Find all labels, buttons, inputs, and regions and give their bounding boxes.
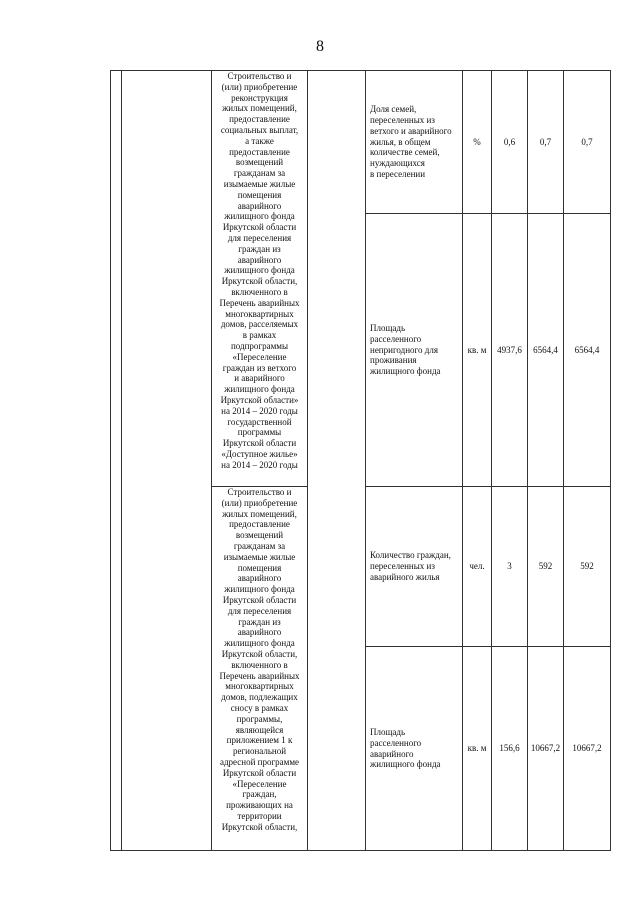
text-line: Иркутской области xyxy=(222,594,297,605)
text-line: на 2014 – 2020 годы xyxy=(221,405,298,416)
text-line: аварийного xyxy=(237,200,282,211)
value-cell: 10667,2 xyxy=(564,647,611,851)
value-cell: 592 xyxy=(564,487,611,647)
value-cell: 156,6 xyxy=(492,647,528,851)
text-line: аварийного xyxy=(370,748,414,759)
unit-cell: чел. xyxy=(463,487,492,647)
event-text xyxy=(213,71,306,470)
text-line: изымаемые жилые xyxy=(223,178,296,189)
empty-cell xyxy=(111,71,122,851)
text-line: жилья, в общем xyxy=(370,136,431,147)
text-line: Иркутской области, xyxy=(221,821,298,832)
text-line: Перечень аварийных xyxy=(219,670,300,681)
text-line: жилищного фонда xyxy=(224,384,295,395)
text-line: предоставление xyxy=(229,519,290,530)
text-line: проживания xyxy=(370,355,417,366)
text-line: переселенных из xyxy=(370,115,435,125)
text-line: являющейся xyxy=(235,724,284,735)
text-line: Иркутской области xyxy=(222,438,297,449)
empty-cell xyxy=(122,71,212,851)
text-line: а также xyxy=(245,135,274,146)
text-line: включенного в xyxy=(231,659,288,670)
value-cell: 6564,4 xyxy=(564,214,611,487)
text-line: социальных выплат, xyxy=(220,124,299,135)
text-line: «Переселение xyxy=(232,778,287,789)
text-line: гражданам за xyxy=(233,540,286,551)
indicator-name-cell xyxy=(366,71,463,214)
indicator-name xyxy=(370,323,461,377)
text-line: многоквартирных xyxy=(225,308,294,319)
text-line: Доля семей, xyxy=(370,104,417,115)
text-line: Иркутской области xyxy=(222,222,297,233)
page-number: 8 xyxy=(316,38,324,55)
text-line: Иркутской области, xyxy=(221,276,298,287)
value-cell: 4937,6 xyxy=(492,214,528,487)
text-line: граждан из xyxy=(238,616,281,627)
indicator-name-cell xyxy=(366,214,463,487)
text-line: сносу в рамках xyxy=(230,702,289,713)
text-line: жилищного фонда xyxy=(224,638,295,649)
text-line: в рамках xyxy=(242,330,277,341)
text-line: Иркутской области xyxy=(222,767,297,778)
text-line: жилых помещений, xyxy=(222,103,297,114)
text-line: программы xyxy=(237,427,282,438)
text-line: государственной xyxy=(227,416,292,427)
text-line: расселенного xyxy=(370,333,422,344)
text-line: возмещений xyxy=(235,157,284,168)
text-line: подпрограммы xyxy=(230,340,289,351)
text-line: (или) приобретение xyxy=(221,497,298,508)
event-text xyxy=(213,487,306,833)
unit-cell: % xyxy=(463,71,492,214)
text-line: Строительство и xyxy=(227,71,292,81)
table-row xyxy=(111,71,611,214)
text-line: переселенных из xyxy=(370,561,435,572)
text-line: жилых помещений, xyxy=(222,508,297,519)
text-line: многоквартирных xyxy=(225,681,294,692)
text-line: предоставление xyxy=(229,114,290,125)
text-line: приложением 1 к xyxy=(226,735,293,746)
indicators-table xyxy=(110,70,611,851)
text-line: Иркутской области, xyxy=(221,648,298,659)
text-line: адресной программе xyxy=(219,756,300,767)
text-line: жилищного фонда xyxy=(370,759,441,770)
text-line: проживающих на xyxy=(226,800,293,811)
text-line: «Доступное жилье» xyxy=(221,448,298,459)
text-line: нуждающихся xyxy=(370,158,425,169)
text-line: граждан, xyxy=(242,789,277,800)
indicator-name xyxy=(370,104,461,180)
empty-cell xyxy=(308,71,366,851)
text-line: жилищного фонда xyxy=(370,366,441,377)
value-cell: 3 xyxy=(492,487,528,647)
text-line: количестве семей, xyxy=(370,147,440,158)
text-line: жилищного фонда xyxy=(224,211,295,222)
unit-cell: кв. м xyxy=(463,647,492,851)
text-line: и аварийного xyxy=(234,373,285,384)
unit-cell: кв. м xyxy=(463,214,492,487)
text-line: граждан из xyxy=(238,243,281,254)
text-line: помещения xyxy=(237,189,282,200)
text-line: жилищного фонда xyxy=(224,265,295,276)
text-line: для переселения xyxy=(227,605,292,616)
text-line: Площадь xyxy=(370,726,406,737)
event-cell-2 xyxy=(212,487,308,851)
text-line: гражданам за xyxy=(233,168,286,179)
text-line: предоставление xyxy=(229,146,290,157)
indicator-name-cell xyxy=(366,647,463,851)
event-cell-1 xyxy=(212,71,308,487)
text-line: Площадь xyxy=(370,323,406,333)
text-line: территории xyxy=(237,810,282,821)
value-cell: 0,7 xyxy=(564,71,611,214)
text-line: аварийного xyxy=(237,573,282,584)
text-line: в переселении xyxy=(370,168,426,179)
text-line: «Переселение xyxy=(232,351,287,362)
text-line: домов, расселяемых xyxy=(220,319,299,330)
indicator-name-cell xyxy=(366,487,463,647)
text-line: региональной xyxy=(232,746,287,757)
text-line: на 2014 – 2020 годы xyxy=(221,459,298,470)
value-cell: 592 xyxy=(528,487,564,647)
indicator-name xyxy=(370,550,461,582)
text-line: граждан из ветхого xyxy=(222,362,297,373)
text-line: расселенного xyxy=(370,737,422,748)
text-line: Строительство и xyxy=(227,487,292,497)
text-line: Перечень аварийных xyxy=(219,297,300,308)
indicator-name xyxy=(370,727,461,770)
value-cell: 0,6 xyxy=(492,71,528,214)
text-line: возмещений xyxy=(235,530,284,541)
text-line: аварийного xyxy=(237,627,282,638)
text-line: Количество граждан, xyxy=(370,550,451,561)
text-line: помещения xyxy=(237,562,282,573)
text-line: непригодного для xyxy=(370,344,438,355)
text-line: жилищного фонда xyxy=(224,584,295,595)
text-line: включенного в xyxy=(231,286,288,297)
text-line: аварийного xyxy=(237,254,282,265)
text-line: ветхого и аварийного xyxy=(370,125,452,136)
text-line: для переселения xyxy=(227,232,292,243)
text-line: аварийного жилья xyxy=(370,571,440,582)
text-line: (или) приобретение xyxy=(221,81,298,92)
value-cell: 6564,4 xyxy=(528,214,564,487)
text-line: Иркутской области» xyxy=(220,394,299,405)
text-line: программы, xyxy=(236,713,283,724)
value-cell: 0,7 xyxy=(528,71,564,214)
text-line: реконструкция xyxy=(231,92,288,103)
text-line: изымаемые жилые xyxy=(223,551,296,562)
value-cell: 10667,2 xyxy=(528,647,564,851)
text-line: домов, подлежащих xyxy=(221,692,298,703)
